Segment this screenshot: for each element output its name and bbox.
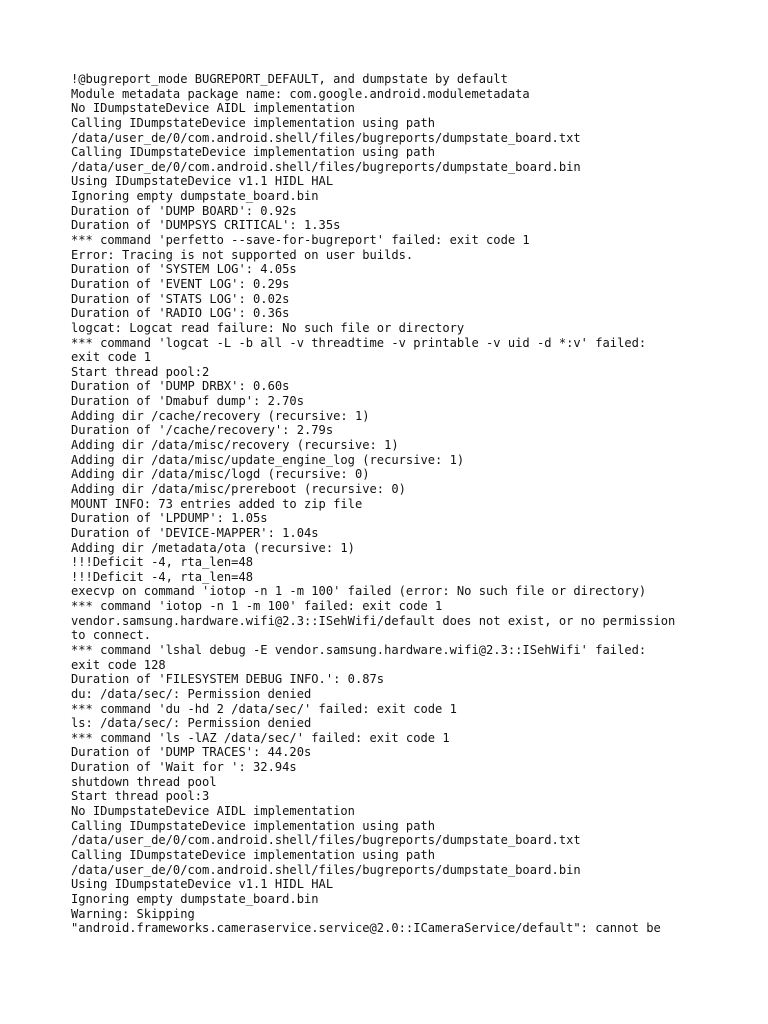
log-line: vendor.samsung.hardware.wifi@2.3::ISehWifi/default does not exist, or no permission — [71, 613, 676, 628]
log-line: Adding dir /data/misc/logd (recursive: 0) — [71, 467, 370, 482]
log-line: *** command 'ls -lAZ /data/sec/' failed: exit code 1 — [71, 730, 450, 745]
log-line: *** command 'lshal debug -E vendor.samsung.hardware.wifi@2.3::ISehWifi' failed: — [71, 642, 647, 657]
log-line: MOUNT INFO: 73 entries added to zip file — [71, 496, 363, 511]
log-line: Adding dir /cache/recovery (recursive: 1) — [71, 408, 370, 423]
log-line: Start thread pool:2 — [71, 364, 210, 379]
log-line: !@bugreport_mode BUGREPORT_DEFAULT, and dumpstate by default — [71, 72, 508, 86]
log-line: Duration of 'DUMP BOARD': 0.92s — [71, 203, 297, 218]
log-line: exit code 1 — [71, 350, 152, 365]
log-line: ls: /data/sec/: Permission denied — [71, 716, 312, 731]
log-line: Calling IDumpstateDevice implementation using path — [71, 145, 436, 160]
log-line: /data/user_de/0/com.android.shell/files/bugreports/dumpstate_board.bin — [71, 862, 581, 877]
log-line: Duration of 'SYSTEM LOG': 4.05s — [71, 262, 297, 277]
log-line: /data/user_de/0/com.android.shell/files/bugreports/dumpstate_board.bin — [71, 159, 581, 174]
log-line: Duration of 'FILESYSTEM DEBUG INFO.': 0.87s — [71, 672, 385, 687]
log-line: Duration of 'Wait for ': 32.94s — [71, 760, 297, 775]
log-line: Duration of 'LPDUMP': 1.05s — [71, 511, 268, 526]
log-line: *** command 'perfetto --save-for-bugreport' failed: exit code 1 — [71, 233, 530, 248]
log-line: Adding dir /metadata/ota (recursive: 1) — [71, 540, 355, 555]
log-line: execvp on command 'iotop -n 1 -m 100' failed (error: No such file or directory) — [71, 584, 647, 599]
log-line: Warning: Skipping — [71, 906, 195, 921]
log-line: Calling IDumpstateDevice implementation using path — [71, 818, 436, 833]
log-line: Duration of 'DUMP TRACES': 44.20s — [71, 745, 312, 760]
log-line: Error: Tracing is not supported on user builds. — [71, 247, 414, 262]
log-line: du: /data/sec/: Permission denied — [71, 686, 312, 701]
log-line: Calling IDumpstateDevice implementation using path — [71, 115, 436, 130]
log-line: "android.frameworks.cameraservice.service@2.0::ICameraService/default": cannot be — [71, 921, 661, 936]
log-line: !!!Deficit -4, rta_len=48 — [71, 555, 254, 570]
log-line: Duration of 'EVENT LOG': 0.29s — [71, 276, 290, 291]
log-line: Adding dir /data/misc/recovery (recursive: 1) — [71, 438, 399, 453]
log-line: *** command 'iotop -n 1 -m 100' failed: exit code 1 — [71, 599, 443, 614]
log-line: No IDumpstateDevice AIDL implementation — [71, 804, 355, 819]
log-line: Ignoring empty dumpstate_board.bin — [71, 891, 319, 906]
log-line: Duration of 'RADIO LOG': 0.36s — [71, 306, 290, 321]
log-line: *** command 'logcat -L -b all -v threadtime -v printable -v uid -d *:v' failed: — [71, 335, 647, 350]
log-line: Using IDumpstateDevice v1.1 HIDL HAL — [71, 174, 334, 189]
log-line: exit code 128 — [71, 657, 166, 672]
log-line: logcat: Logcat read failure: No such file or directory — [71, 320, 465, 335]
log-line: Ignoring empty dumpstate_board.bin — [71, 189, 319, 204]
log-line: to connect. — [71, 628, 152, 643]
log-line: Duration of 'STATS LOG': 0.02s — [71, 291, 290, 306]
log-line: Adding dir /data/misc/update_engine_log (recursive: 1) — [71, 452, 465, 467]
log-line: Duration of 'DEVICE-MAPPER': 1.04s — [71, 525, 319, 540]
log-line: Adding dir /data/misc/prereboot (recursive: 0) — [71, 481, 406, 496]
log-line: Module metadata package name: com.google.android.modulemetadata — [71, 86, 530, 101]
log-line: Duration of '/cache/recovery': 2.79s — [71, 423, 334, 438]
log-line: Using IDumpstateDevice v1.1 HIDL HAL — [71, 877, 334, 892]
log-line: !!!Deficit -4, rta_len=48 — [71, 569, 254, 584]
log-line: /data/user_de/0/com.android.shell/files/bugreports/dumpstate_board.txt — [71, 130, 581, 145]
log-line: No IDumpstateDevice AIDL implementation — [71, 101, 355, 116]
log-line: Duration of 'DUMP DRBX': 0.60s — [71, 379, 290, 394]
log-line: shutdown thread pool — [71, 774, 217, 789]
log-text-block — [71, 72, 711, 936]
log-line: Calling IDumpstateDevice implementation using path — [71, 847, 436, 862]
log-line: Start thread pool:3 — [71, 789, 210, 804]
log-line: Duration of 'DUMPSYS CRITICAL': 1.35s — [71, 218, 341, 233]
log-line: *** command 'du -hd 2 /data/sec/' failed: exit code 1 — [71, 701, 457, 716]
log-line: /data/user_de/0/com.android.shell/files/bugreports/dumpstate_board.txt — [71, 833, 581, 848]
log-line: Duration of 'Dmabuf dump': 2.70s — [71, 394, 304, 409]
